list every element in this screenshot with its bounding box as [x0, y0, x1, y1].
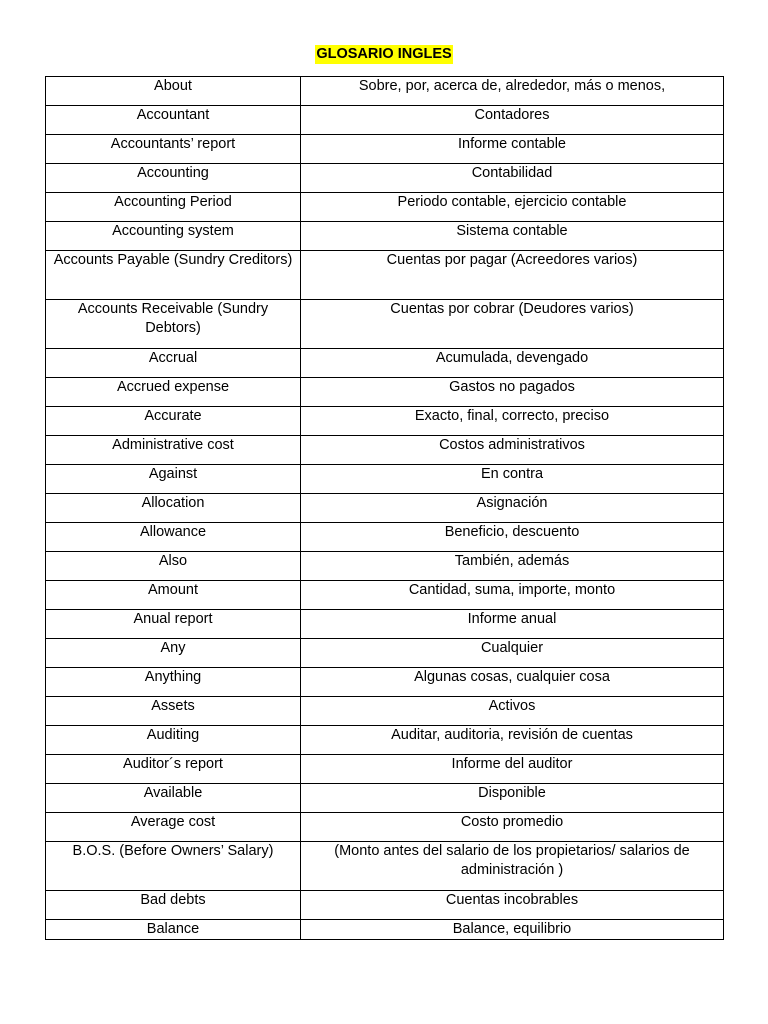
spanish-translation: Cuentas incobrables	[301, 891, 724, 920]
english-term: Assets	[46, 697, 301, 726]
english-term: Available	[46, 784, 301, 813]
english-term: Auditing	[46, 726, 301, 755]
glossary-table	[45, 76, 724, 940]
english-term: Accountants’ report	[46, 135, 301, 164]
table-row	[46, 784, 724, 813]
spanish-translation: Cualquier	[301, 639, 724, 668]
table-row	[46, 349, 724, 378]
spanish-translation: Acumulada, devengado	[301, 349, 724, 378]
table-row	[46, 378, 724, 407]
spanish-translation: Disponible	[301, 784, 724, 813]
english-term: Accrued expense	[46, 378, 301, 407]
table-row	[46, 842, 724, 891]
english-term: Administrative cost	[46, 436, 301, 465]
table-row	[46, 581, 724, 610]
table-row	[46, 436, 724, 465]
spanish-translation: Gastos no pagados	[301, 378, 724, 407]
english-term: Anual report	[46, 610, 301, 639]
table-row	[46, 726, 724, 755]
table-row	[46, 494, 724, 523]
english-term: Bad debts	[46, 891, 301, 920]
table-row	[46, 639, 724, 668]
table-row	[46, 813, 724, 842]
english-term: Accounting	[46, 164, 301, 193]
table-row	[46, 300, 724, 349]
table-row	[46, 251, 724, 300]
spanish-translation: Beneficio, descuento	[301, 523, 724, 552]
spanish-translation: Sobre, por, acerca de, alrededor, más o menos,	[301, 77, 724, 106]
table-row	[46, 891, 724, 920]
table-row	[46, 407, 724, 436]
english-term: Accounting Period	[46, 193, 301, 222]
spanish-translation: Algunas cosas, cualquier cosa	[301, 668, 724, 697]
english-term: B.O.S. (Before Owners’ Salary)	[46, 842, 301, 891]
table-row	[46, 697, 724, 726]
spanish-translation: Activos	[301, 697, 724, 726]
spanish-translation: Costos administrativos	[301, 436, 724, 465]
table-row	[46, 135, 724, 164]
table-row	[46, 77, 724, 106]
english-term: Anything	[46, 668, 301, 697]
english-term: Also	[46, 552, 301, 581]
english-term: Against	[46, 465, 301, 494]
table-row	[46, 164, 724, 193]
english-term: Accounting system	[46, 222, 301, 251]
spanish-translation: Cantidad, suma, importe, monto	[301, 581, 724, 610]
spanish-translation: Informe contable	[301, 135, 724, 164]
spanish-translation: Cuentas por pagar (Acreedores varios)	[301, 251, 724, 300]
spanish-translation: Exacto, final, correcto, preciso	[301, 407, 724, 436]
table-row	[46, 552, 724, 581]
table-row	[46, 106, 724, 135]
spanish-translation: Contabilidad	[301, 164, 724, 193]
english-term: Balance	[46, 920, 301, 940]
english-term: About	[46, 77, 301, 106]
english-term: Average cost	[46, 813, 301, 842]
table-row	[46, 610, 724, 639]
table-row	[46, 920, 724, 940]
table-row	[46, 193, 724, 222]
spanish-translation: Balance, equilibrio	[301, 920, 724, 940]
spanish-translation: También, además	[301, 552, 724, 581]
spanish-translation: (Monto antes del salario de los propietarios/ salarios de administración )	[301, 842, 724, 891]
spanish-translation: Contadores	[301, 106, 724, 135]
spanish-translation: Sistema contable	[301, 222, 724, 251]
spanish-translation: Cuentas por cobrar (Deudores varios)	[301, 300, 724, 349]
spanish-translation: Asignación	[301, 494, 724, 523]
spanish-translation: Auditar, auditoria, revisión de cuentas	[301, 726, 724, 755]
english-term: Auditor´s report	[46, 755, 301, 784]
spanish-translation: Costo promedio	[301, 813, 724, 842]
table-row	[46, 465, 724, 494]
english-term: Accrual	[46, 349, 301, 378]
spanish-translation: En contra	[301, 465, 724, 494]
spanish-translation: Informe anual	[301, 610, 724, 639]
english-term: Allocation	[46, 494, 301, 523]
english-term: Accounts Receivable (Sundry Debtors)	[46, 300, 301, 349]
spanish-translation: Informe del auditor	[301, 755, 724, 784]
english-term: Accountant	[46, 106, 301, 135]
english-term: Accounts Payable (Sundry Creditors)	[46, 251, 301, 300]
table-row	[46, 668, 724, 697]
document-title: GLOSARIO INGLES	[316, 46, 452, 62]
table-row	[46, 755, 724, 784]
english-term: Allowance	[46, 523, 301, 552]
english-term: Amount	[46, 581, 301, 610]
english-term: Accurate	[46, 407, 301, 436]
table-row	[46, 523, 724, 552]
english-term: Any	[46, 639, 301, 668]
table-row	[46, 222, 724, 251]
title-container	[0, 45, 768, 64]
spanish-translation: Periodo contable, ejercicio contable	[301, 193, 724, 222]
